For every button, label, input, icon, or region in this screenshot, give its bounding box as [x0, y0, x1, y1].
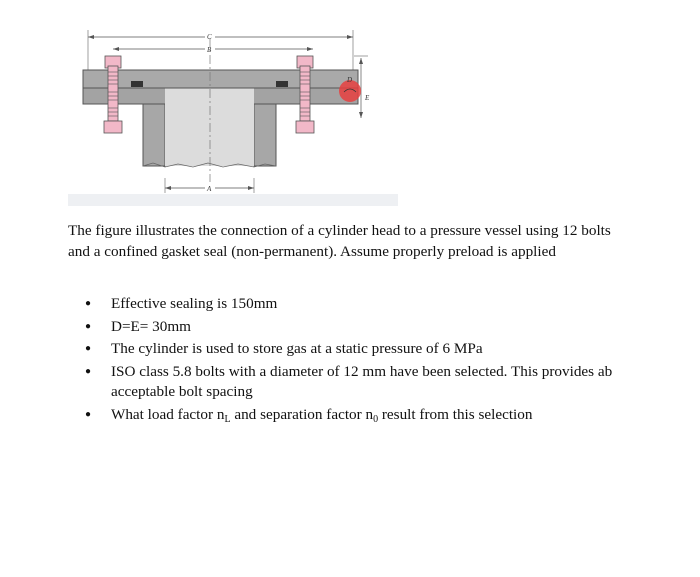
- question-text: result from this selection: [378, 405, 533, 423]
- bullet-item: ● Effective sealing is 150mm: [85, 294, 615, 315]
- label-e: E: [365, 94, 370, 102]
- question-text: What load factor n: [111, 405, 225, 423]
- label-b: B: [207, 46, 212, 54]
- problem-bullets: [85, 294, 615, 427]
- label-c: C: [207, 33, 212, 41]
- question-text: and separation factor n: [230, 405, 374, 423]
- bullet-item-question: [85, 405, 615, 426]
- subscript-l: L: [224, 413, 231, 425]
- bullet-item: ● ISO class 5.8 bolts with a diameter of 12 mm have been selected. This provides ab acceptable bolt spacing: [85, 362, 615, 403]
- bullet-item: ● The cylinder is used to store gas at a static pressure of 6 MPa: [85, 339, 615, 360]
- subscript-0: 0: [373, 413, 379, 425]
- label-d: D: [347, 76, 353, 84]
- flange-figure: [68, 18, 398, 208]
- bullet-item: ● D=E= 30mm: [85, 317, 615, 338]
- problem-intro: The figure illustrates the connection of a cylinder head to a pressure vessel using 12 bolts and a confined gasket seal (non-permanent). Assume properly preload is applied: [68, 222, 611, 260]
- label-a: A: [207, 185, 212, 193]
